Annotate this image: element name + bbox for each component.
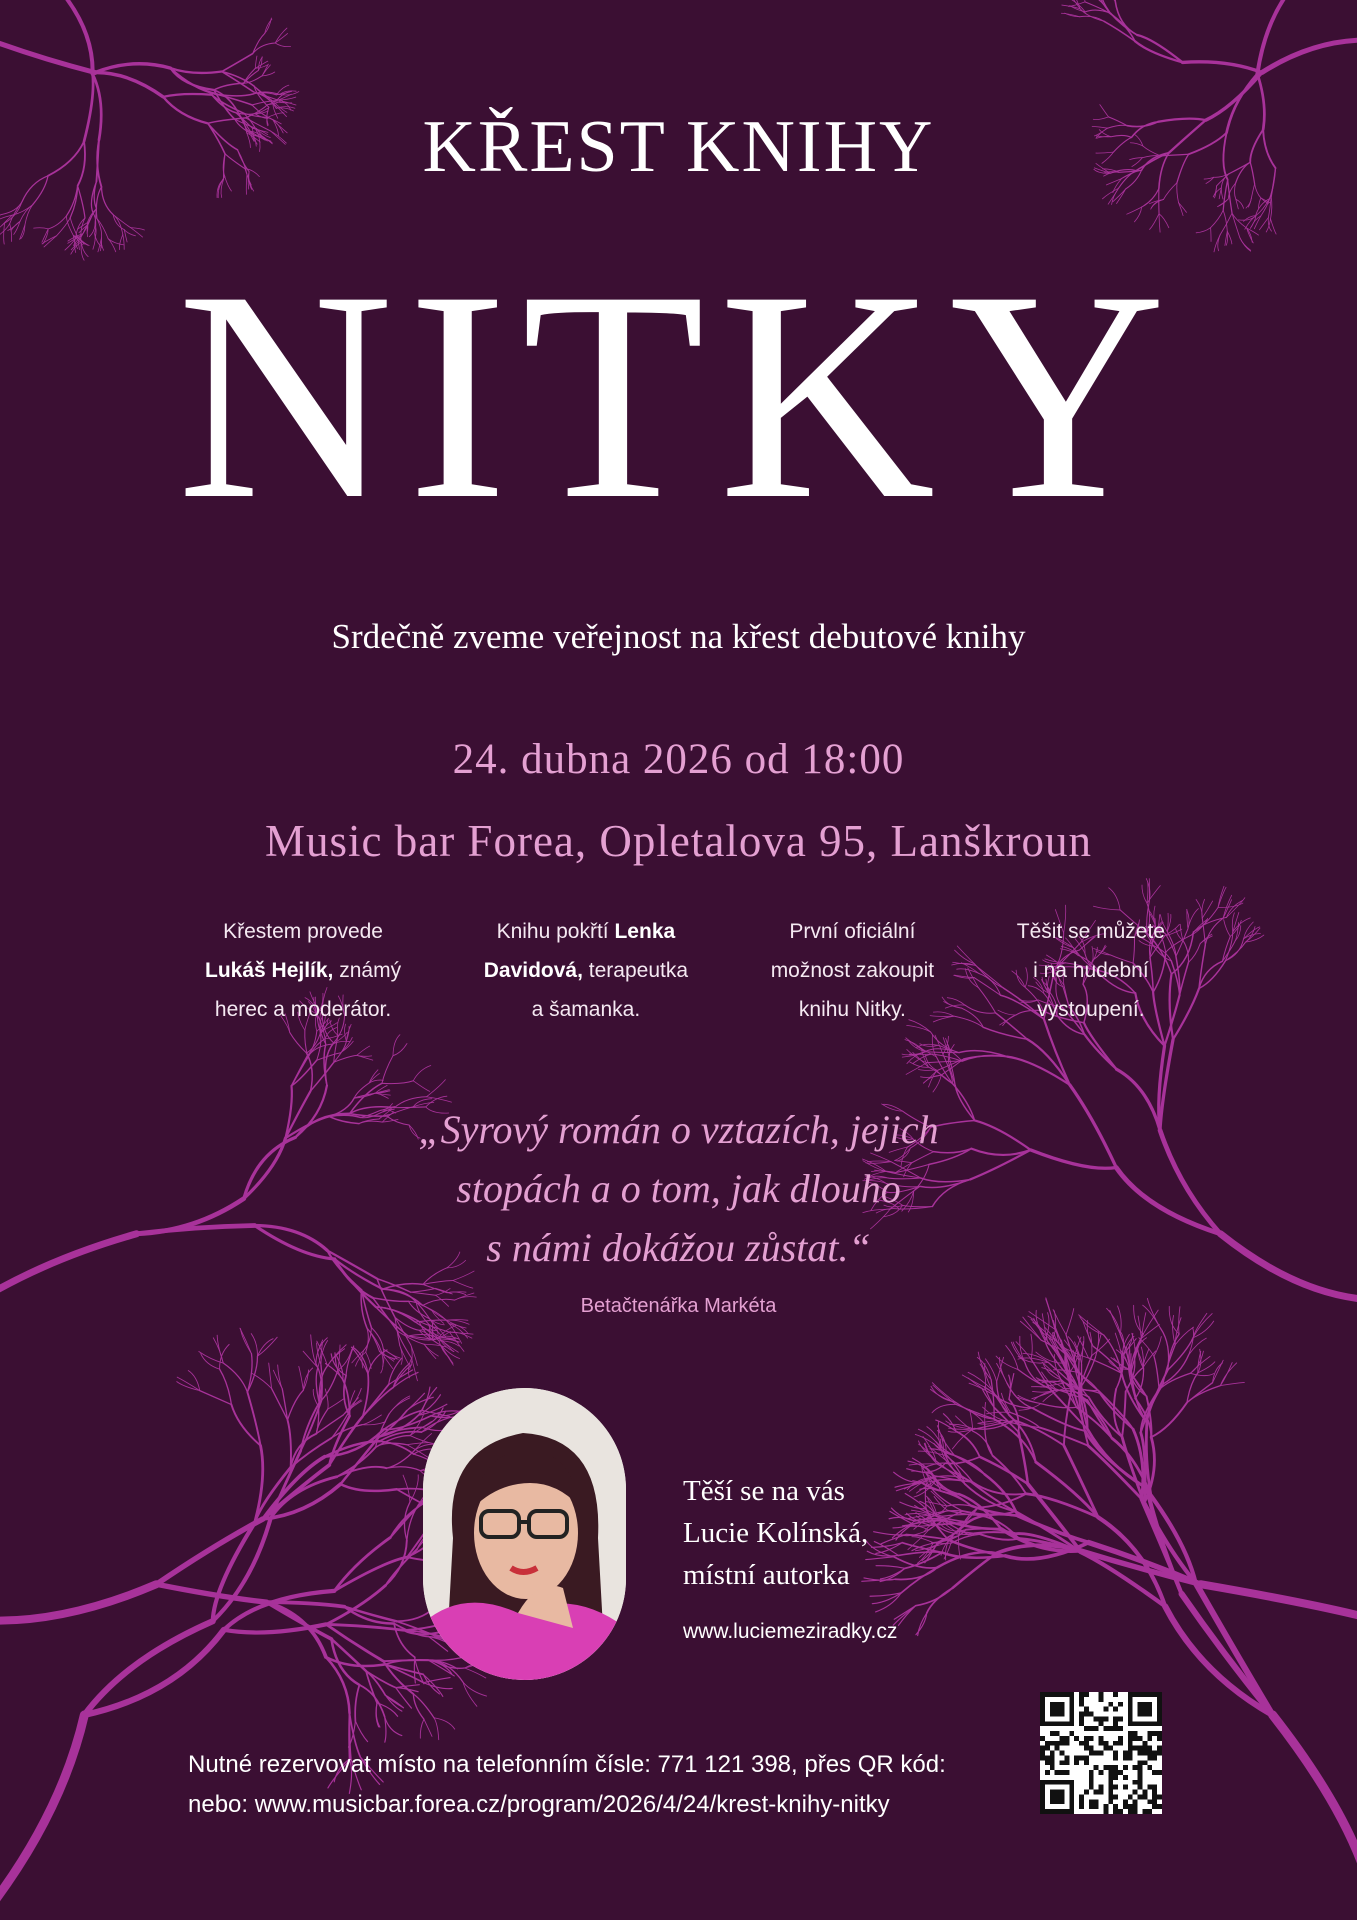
pre-title: KŘEST KNIHY bbox=[422, 106, 935, 188]
info-host: Křestem provede Lukáš Hejlík, známý herec a moderátor. bbox=[205, 920, 402, 1021]
author-website[interactable]: www.luciemeziradky.cz bbox=[683, 1620, 898, 1643]
info-music: Těšit se můžete i na hudební vystoupení. bbox=[1016, 920, 1165, 1021]
book-title: NITKY bbox=[176, 229, 1181, 561]
info-columns bbox=[205, 912, 1165, 1029]
event-venue: Music bar Forea, Opletalova 95, Lanškroun bbox=[264, 816, 1093, 866]
info-sale: První oficiální možnost zakoupit knihu Nitky. bbox=[770, 920, 935, 1021]
qr-code[interactable] bbox=[1040, 1692, 1162, 1814]
author-signature: Těší se na vás Lucie Kolínská, místní autorka bbox=[683, 1475, 869, 1591]
book-quote: „Syrový román o vztazích, jejich stopách a o tom, jak dlouho s námi dokážou zůstat.“ bbox=[418, 1107, 939, 1270]
author-photo bbox=[423, 1388, 626, 1680]
info-godmother: Knihu pokřtí Lenka Davidová, terapeutka a šamanka. bbox=[483, 920, 689, 1021]
invitation-text: Srdečně zveme veřejnost na křest debutové knihy bbox=[331, 617, 1026, 656]
quote-author: Betačtenářka Markéta bbox=[580, 1295, 777, 1317]
event-date: 24. dubna 2026 od 18:00 bbox=[452, 736, 905, 783]
reservation-info: Nutné rezervovat místo na telefonním čísle: 771 121 398, přes QR kód: nebo: www.musicbar.forea.cz/program/2026/4/24/krest-knihy-nitky bbox=[188, 1751, 946, 1818]
